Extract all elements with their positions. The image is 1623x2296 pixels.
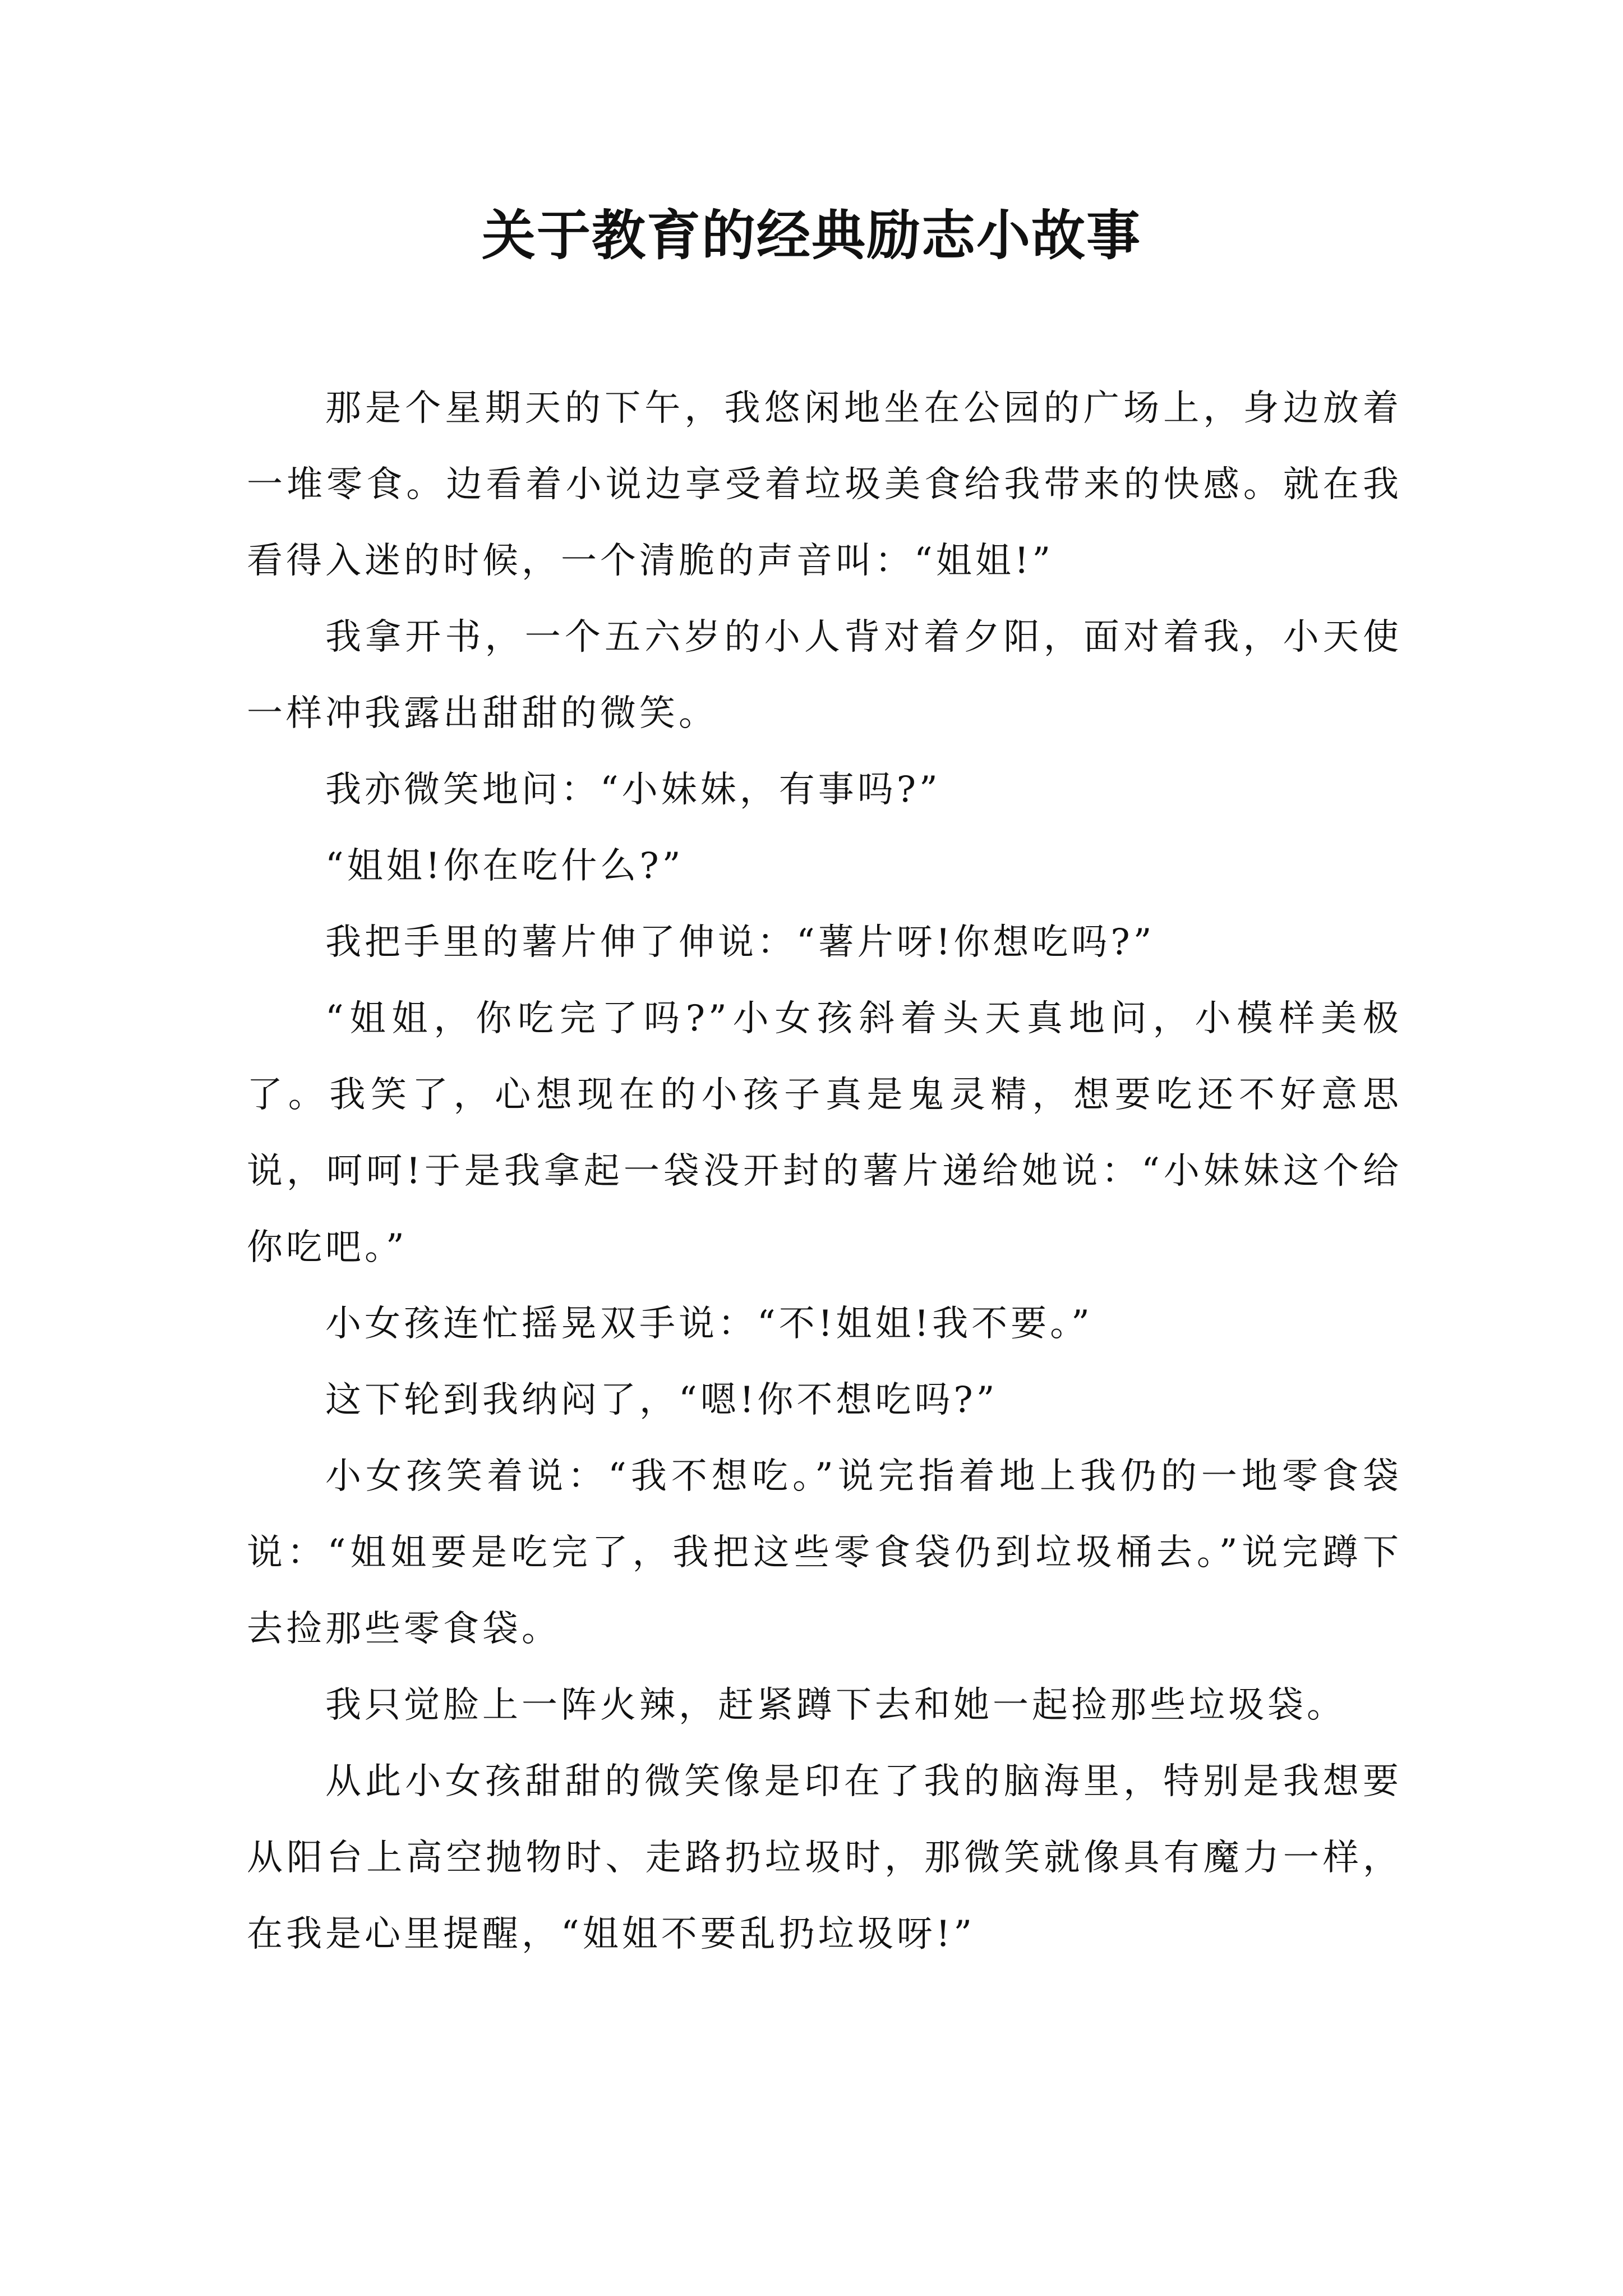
paragraph-5: 我把手里的薯片伸了伸说：“薯片呀!你想吃吗?” — [325, 922, 1155, 963]
paragraph-2: 我拿开书，一个五六岁的小人背对着夕阳，面对着我，小天使一样冲我露出甜甜的微笑。 — [247, 616, 1402, 734]
paragraph-7: 小女孩连忙摇晃双手说：“不!姐姐!我不要。” — [325, 1303, 1093, 1345]
paragraph-11: 从此小女孩甜甜的微笑像是印在了我的脑海里，特别是我想要从阳台上高空抛物时、走路扔垃圾时，那微笑就像具有魔力一样，在我是心里提醒，“姐姐不要乱扔垃圾呀!” — [247, 1761, 1402, 1955]
paragraph-4: “姐姐!你在吃什么?” — [325, 845, 684, 887]
paragraph-3: 我亦微笑地问：“小妹妹，有事吗?” — [325, 769, 941, 811]
paragraph-10: 我只觉脸上一阵火辣，赶紧蹲下去和她一起捡那些垃圾袋。 — [325, 1685, 1346, 1726]
paragraph-6: “姐姐，你吃完了吗?”小女孩斜着头天真地问，小模样美极了。我笑了，心想现在的小孩子真是鬼灵精，想要吃还不好意思说，呵呵!于是我拿起一袋没开封的薯片递给她说：“小妹妹这个给你吃吧。” — [247, 998, 1402, 1268]
document-title: 关于教育的经典励志小故事 — [482, 204, 1141, 267]
document-body — [247, 370, 1402, 1972]
paragraph-8: 这下轮到我纳闷了，“嗯!你不想吃吗?” — [325, 1379, 998, 1421]
paragraph-9: 小女孩笑着说：“我不想吃。”说完指着地上我仍的一地零食袋说：“姐姐要是吃完了，我把这些零食袋仍到垃圾桶去。”说完蹲下去捡那些零食袋。 — [247, 1456, 1402, 1650]
paragraph-1: 那是个星期天的下午，我悠闲地坐在公园的广场上，身边放着一堆零食。边看着小说边享受着垃圾美食给我带来的快感。就在我看得入迷的时候，一个清脆的声音叫：“姐姐!” — [247, 388, 1402, 582]
